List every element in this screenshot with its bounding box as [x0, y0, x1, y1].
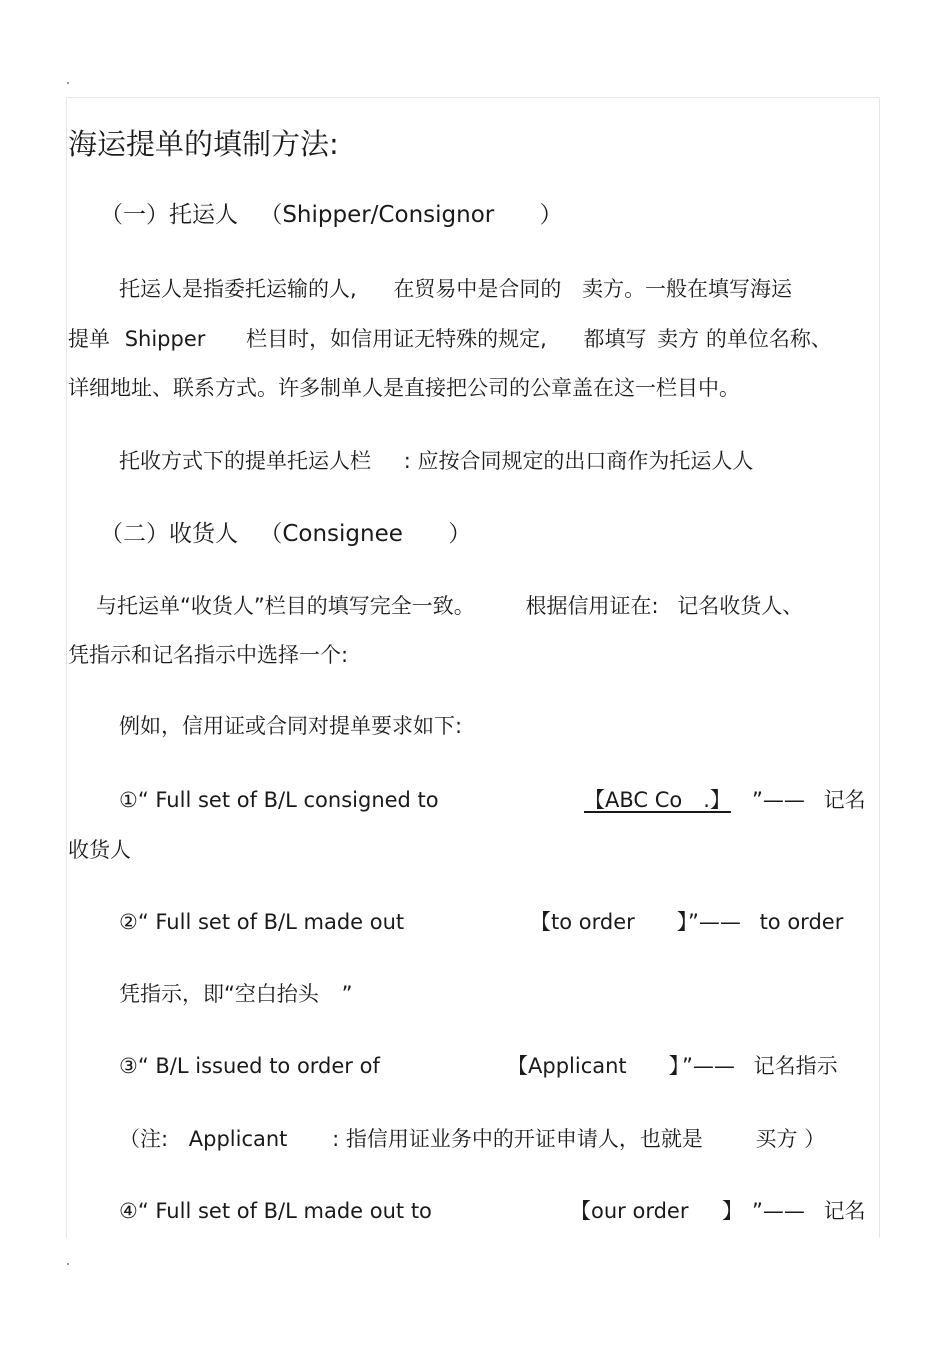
section-heading-consignee [100, 523, 471, 546]
example-4-close: 】 [722, 1199, 743, 1223]
text-span: 栏目时，如信用证无特殊的规定, [246, 327, 547, 351]
text-span: 记名 [823, 788, 866, 812]
text-span: 提单 [68, 327, 110, 351]
example-2-tail [688, 912, 843, 933]
text-span: ”—— [752, 1199, 805, 1223]
section-heading-close: ） [539, 202, 563, 228]
paragraph-line [119, 279, 792, 300]
text-span: ”—— [682, 1054, 735, 1078]
section-heading-en: （Consignee [259, 521, 403, 547]
example-1-line2: 收货人 [68, 838, 131, 862]
section-heading-en: （Shipper/Consignor [259, 202, 495, 228]
section-heading-cn: （一）托运人 [100, 202, 238, 228]
example-2-bracket: 【to order 】 [530, 910, 698, 934]
text-span: 凭指示，即“空白抬头 [119, 982, 319, 1006]
paragraph-line [96, 596, 803, 617]
text-span: ” [341, 982, 353, 1006]
example-3-tail [682, 1056, 838, 1077]
note-line [119, 1129, 825, 1150]
text-span: 卖方 [582, 277, 625, 301]
text-span: 。一般在填写海运 [624, 277, 793, 301]
section-heading-close: ） [448, 521, 472, 547]
text-span: Shipper [124, 327, 206, 351]
text-span: 托运人是指委托运输的人, [119, 277, 357, 301]
text-span: 的单位名称、 [705, 327, 832, 351]
text-span: 根据信用证在: [525, 594, 659, 618]
example-4-bracket: 【our order [570, 1199, 689, 1223]
example-4-tail [752, 1201, 866, 1222]
example-4: ④“ Full set of B/L made out to [119, 1199, 432, 1223]
text-span: 在贸易中是合同的 [393, 277, 562, 301]
example-2-line2 [119, 984, 352, 1005]
text-span: ”—— [688, 910, 741, 934]
text-span: : 应按合同规定的出口商作为托运人人 [403, 449, 754, 473]
text-span: to order [759, 910, 844, 934]
text-span: 与托运单“收货人”栏目的填写完全一致。 [96, 594, 475, 618]
text-span: 买方 [755, 1127, 798, 1151]
text-span: Applicant [188, 1127, 288, 1151]
text-span: 托收方式下的提单托运人栏 [119, 449, 371, 473]
text-span: : 指信用证业务中的开证申请人，也就是 [332, 1127, 703, 1151]
paragraph-line: 例如，信用证或合同对提单要求如下: [119, 714, 463, 738]
text-span: 都填写 [583, 327, 647, 351]
paragraph-line [119, 451, 753, 472]
text-span: 记名收货人、 [677, 594, 804, 618]
paragraph-line [68, 329, 832, 350]
example-2: ②“ Full set of B/L made out [119, 910, 405, 934]
text-span: 记名 [823, 1199, 866, 1223]
example-3: ③“ B/L issued to order of [119, 1054, 380, 1078]
section-heading-shipper [100, 204, 563, 227]
example-1-tail [752, 790, 866, 811]
example-1 [119, 790, 439, 811]
example-3-bracket: 【Applicant 】 [507, 1054, 690, 1078]
paragraph-line: 凭指示和记名指示中选择一个: [68, 643, 349, 667]
text-span: ”—— [752, 788, 805, 812]
example-1-bracket: 【ABC Co .】 [584, 788, 731, 812]
paragraph-line: 详细地址、联系方式。许多制单人是直接把公司的公章盖在这一栏目中。 [68, 376, 740, 400]
text-span: 记名指示 [753, 1054, 838, 1078]
example-text: ①“ Full set of B/L consigned to [119, 788, 439, 812]
text-span: ） [804, 1127, 826, 1151]
corner-dot-bottom [67, 1263, 69, 1265]
section-heading-cn: （二）收货人 [100, 521, 238, 547]
page-title: 海运提单的填制方法: [68, 127, 339, 161]
corner-dot-top [67, 82, 69, 84]
text-span: （注: [119, 1127, 169, 1151]
text-span: 卖方 [657, 327, 700, 351]
